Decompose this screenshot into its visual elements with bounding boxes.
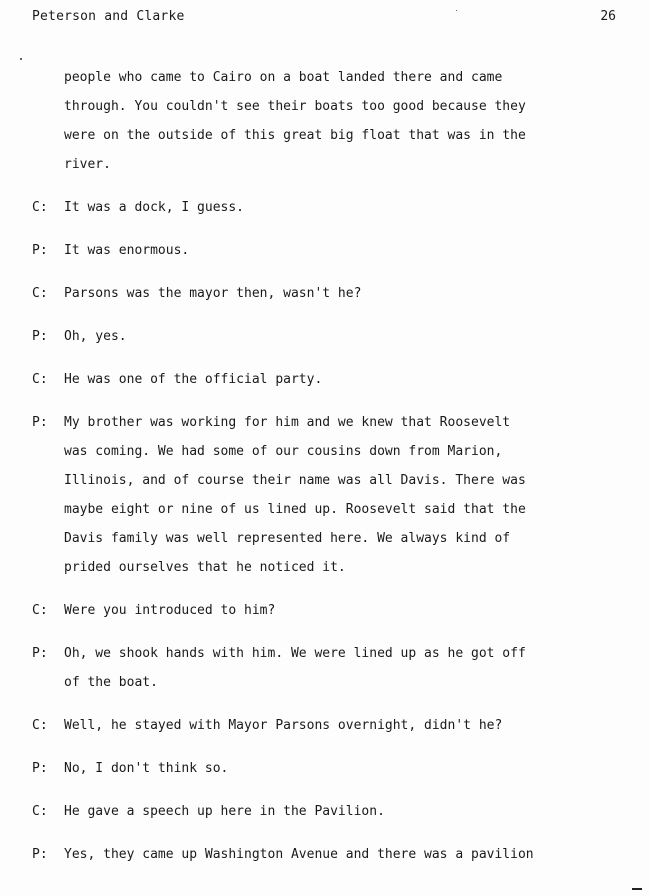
dialogue-line: was coming. We had some of our cousins down from Marion, (64, 444, 503, 459)
dialogue-line: of the boat. (64, 675, 158, 690)
speaker-label: P: (32, 243, 48, 258)
dialogue-line: Illinois, and of course their name was all Davis. There was (64, 473, 526, 488)
speaker-label: P: (32, 761, 48, 776)
speaker-label: C: (32, 603, 48, 618)
dialogue-line: Parsons was the mayor then, wasn't he? (64, 286, 362, 301)
page-edge-mark (632, 888, 642, 890)
dialogue-line: Yes, they came up Washington Avenue and there was a pavilion (64, 847, 534, 862)
dialogue-line: maybe eight or nine of us lined up. Roosevelt said that the (64, 502, 526, 517)
dialogue-line: He gave a speech up here in the Pavilion. (64, 804, 385, 819)
dialogue-line: My brother was working for him and we knew that Roosevelt (64, 415, 511, 430)
dialogue-line: He was one of the official party. (64, 372, 323, 387)
speaker-label: C: (32, 200, 48, 215)
ink-speck (456, 10, 457, 11)
running-header-title: Peterson and Clarke (32, 9, 185, 24)
page-number: 26 (600, 9, 616, 24)
dialogue-line: Well, he stayed with Mayor Parsons overnight, didn't he? (64, 718, 503, 733)
dialogue-line: river. (64, 157, 111, 172)
dialogue-line: Davis family was well represented here. We always kind of (64, 531, 511, 546)
speaker-label: C: (32, 804, 48, 819)
dialogue-line: through. You couldn't see their boats too good because they (64, 99, 526, 114)
speaker-label: P: (32, 646, 48, 661)
speaker-label: C: (32, 372, 48, 387)
dialogue-line: No, I don't think so. (64, 761, 229, 776)
speaker-label: C: (32, 286, 48, 301)
dialogue-line: It was a dock, I guess. (64, 200, 245, 215)
dialogue-line: Were you introduced to him? (64, 603, 276, 618)
ink-speck (20, 58, 22, 60)
dialogue-line: people who came to Cairo on a boat landed there and came (64, 70, 503, 85)
dialogue-line: prided ourselves that he noticed it. (64, 560, 346, 575)
speaker-label: P: (32, 329, 48, 344)
speaker-label: P: (32, 847, 48, 862)
dialogue-line: Oh, yes. (64, 329, 127, 344)
dialogue-line: It was enormous. (64, 243, 190, 258)
dialogue-line: were on the outside of this great big float that was in the (64, 128, 526, 143)
speaker-label: P: (32, 415, 48, 430)
speaker-label: C: (32, 718, 48, 733)
dialogue-line: Oh, we shook hands with him. We were lined up as he got off (64, 646, 526, 661)
